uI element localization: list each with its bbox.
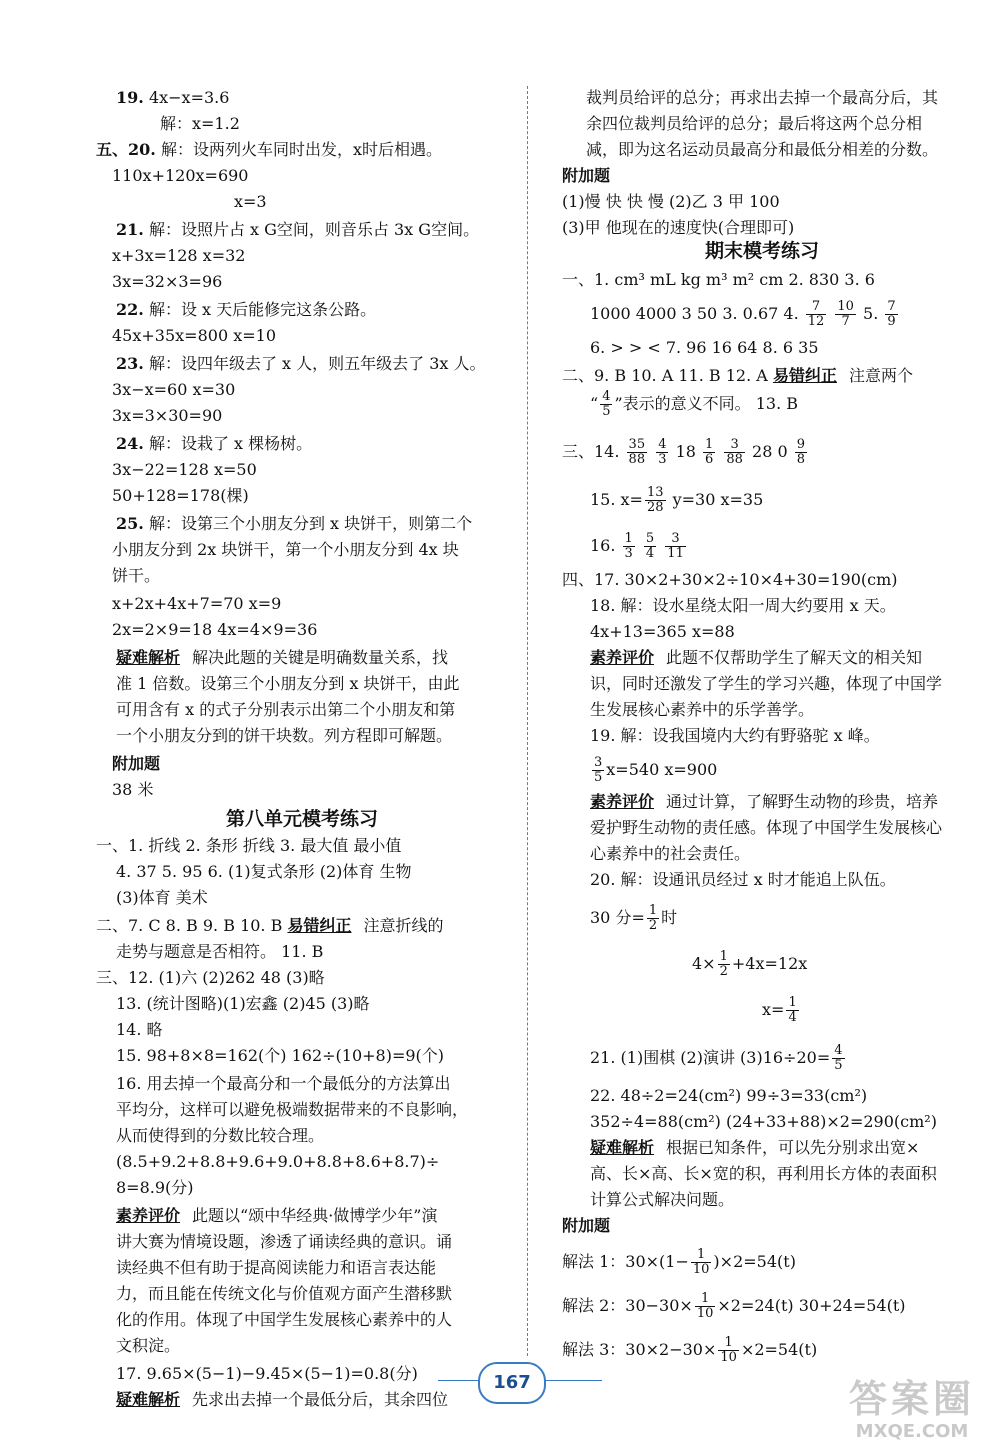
bonus-unit8-2: (3)甲 他现在的速度快(合理即可): [562, 218, 795, 237]
final-21: 21. (1)围棋 (2)演讲 (3)16÷20= $\frac{4}{5}$: [590, 1043, 843, 1073]
unit8-17: 17. 9.65×(5−1)−9.45×(5−1)=0.8(分): [116, 1364, 418, 1383]
answer-19: 19. 4x−x=3.6: [116, 88, 230, 107]
fraction: $\frac{1}{6}$: [705, 437, 714, 467]
quality-eval-18-line3: 生发展核心素养中的乐学善学。: [590, 700, 815, 719]
answer-19-solution: 解：x=1.2: [160, 114, 240, 133]
fraction: $\frac{5}{4}$: [645, 531, 655, 561]
bonus-final-method3: 解法 3：30×2−30× $\frac{1}{10}$ ×2=54(t): [562, 1335, 818, 1365]
unit8-part1-line2: 4. 37 5. 95 6. (1)复式条形 (2)体育 生物: [116, 862, 412, 881]
answer-23-equation: 3x−x=60 x=30: [112, 380, 236, 399]
answer-20-result: x=3: [234, 192, 267, 211]
unit8-15: 15. 98+8×8=162(个) 162÷(10+8)=9(个): [116, 1046, 445, 1065]
unit8-part2: 二、7. C 8. B 9. B 10. B 易错纠正 注意折线的: [96, 916, 444, 935]
quality-eval-16-line4: 力，而且能在传统文化与价值观方面产生潜移默: [116, 1284, 453, 1303]
final-19-equation: $\frac{3}{5}$ x=540 x=900: [594, 755, 718, 785]
final-18-equation: 4x+13=365 x=88: [590, 622, 735, 641]
bonus-unit8-1: (1)慢 快 快 慢 (2)乙 3 甲 100: [562, 192, 780, 211]
fraction: $\frac{3}{5}$: [594, 755, 603, 785]
quality-eval-19-line2: 爱护野生动物的责任感。体现了中国学生发展核心: [590, 818, 943, 837]
answer-24: 24. 解：设栽了 x 棵杨树。: [116, 434, 313, 453]
fraction: $\frac{1}{2}$: [719, 949, 728, 979]
answer-24-equation: 3x−22=128 x=50: [112, 460, 257, 479]
answer-23: 23. 解：设四年级去了 x 人，则五年级去了 3x 人。: [116, 354, 486, 373]
answer-25-line2: 小朋友分到 2x 块饼干，第一个小朋友分到 4x 块: [112, 540, 459, 559]
fraction: $\frac{4}{3}$: [658, 437, 667, 467]
bonus-label: 附加题: [112, 754, 161, 773]
section-heading-final: 期末模考练习: [704, 240, 819, 262]
fraction: $\frac{9}{8}$: [796, 437, 806, 467]
fraction: $\frac{3}{11}$: [667, 531, 684, 561]
unit8-part1-line3: (3)体育 美术: [116, 888, 208, 907]
unit8-16-line4: (8.5+9.2+8.8+9.6+9.0+8.8+8.6+8.7)÷: [116, 1152, 440, 1171]
fraction: $\frac{7}{9}$: [887, 299, 896, 329]
final-part2: 二、9. B 10. A 11. B 12. A 易错纠正 注意两个: [562, 366, 913, 385]
final-19: 19. 解：设我国境内大约有野骆驼 x 峰。: [590, 726, 880, 745]
answer-25-line3: 饼干。: [112, 566, 161, 585]
final-part1-line3: 6. > > < 7. 96 16 64 8. 6 35: [590, 338, 819, 357]
bonus-answer: 38 米: [112, 780, 154, 799]
fraction: $\frac{35}{88}$: [628, 437, 646, 467]
analysis-17-cont-line3: 减，即为这名运动员最高分和最低分相差的分数。: [586, 140, 939, 159]
fraction: $\frac{1}{10}$: [696, 1291, 714, 1321]
analysis-25-line4: 一个小朋友分到的饼干块数。列方程即可解题。: [116, 726, 453, 745]
answer-25-equation: x+2x+4x+7=70 x=9: [112, 594, 282, 613]
page-number: 167: [478, 1362, 546, 1404]
unit8-14: 14. 略: [116, 1020, 163, 1039]
final-part1-line2: 1000 4000 3 50 3. 0.67 4. $\frac{7}{12}$ $\frac{10}{7}$ 5. $\frac{7}{9}$: [590, 299, 896, 329]
answer-21-equation: x+3x=128 x=32: [112, 246, 246, 265]
final-15: 15. x= $\frac{13}{28}$ y=30 x=35: [590, 485, 764, 515]
final-22: 22. 48÷2=24(cm²) 99÷3=33(cm²): [590, 1086, 868, 1105]
footer-rule-left: [438, 1380, 478, 1381]
column-divider: [527, 86, 528, 1356]
bonus-label-final: 附加题: [562, 1216, 611, 1235]
answer-24-result: 50+128=178(棵): [112, 486, 249, 505]
watermark-logo-text: 答案圈: [848, 1377, 975, 1421]
watermark-logo: [832, 1368, 992, 1442]
unit8-part3: 三、12. (1)六 (2)262 48 (3)略: [96, 968, 325, 987]
quality-eval-18: 素养评价 此题不仅帮助学生了解天文的相关知: [590, 648, 923, 667]
unit8-16-line5: 8=8.9(分): [116, 1178, 194, 1197]
answer-23-result: 3x=3×30=90: [112, 406, 223, 425]
final-part2-line2: “ $\frac{4}{5}$ ”表示的意义不同。 13. B: [590, 389, 799, 419]
analysis-22: 疑难解析 根据已知条件，可以先分别求出宽×: [590, 1138, 920, 1157]
unit8-part2-line2: 走势与题意是否相符。 11. B: [116, 942, 324, 961]
analysis-25: 疑难解析 解决此题的关键是明确数量关系，找: [116, 648, 449, 667]
fraction: $\frac{7}{12}$: [807, 299, 825, 329]
unit8-16: 16. 用去掉一个最高分和一个最低分的方法算出: [116, 1074, 451, 1093]
answer-21: 21. 解：设照片占 x G空间，则音乐占 3x G空间。: [116, 220, 480, 239]
answer-22: 22. 解：设 x 天后能修完这条公路。: [116, 300, 377, 319]
quality-eval-19-line3: 心素养中的社会责任。: [590, 844, 751, 863]
fraction: $\frac{1}{10}$: [720, 1335, 737, 1365]
unit8-13: 13. (统计图略)(1)宏鑫 (2)45 (3)略: [116, 994, 370, 1013]
final-16: 16. $\frac{1}{3}$ $\frac{5}{4}$ $\frac{3}{11}$: [590, 531, 684, 561]
analysis-22-line3: 计算公式解决问题。: [590, 1190, 735, 1209]
bonus-label-unit8: 附加题: [562, 166, 611, 185]
section-heading-unit8: 第八单元模考练习: [225, 808, 378, 830]
quality-eval-16-line5: 化的作用。体现了中国学生发展核心素养中的人: [116, 1310, 453, 1329]
answer-25: 25. 解：设第三个小朋友分到 x 块饼干，则第二个: [116, 514, 473, 533]
final-22-line2: 352÷4=88(cm²) (24+33+88)×2=290(cm²): [590, 1112, 937, 1131]
answer-21-result: 3x=32×3=96: [112, 272, 223, 291]
unit8-part1: 一、1. 折线 2. 条形 折线 3. 最大值 最小值: [96, 836, 402, 855]
unit8-16-line2: 平均分，这样可以避免极端数据带来的不良影响，: [116, 1100, 469, 1119]
answer-20: 五、20. 解：设两列火车同时出发，x时后相遇。: [96, 140, 442, 159]
bonus-final-method2: 解法 2：30−30× $\frac{1}{10}$ ×2=24(t) 30+24=54(t): [562, 1291, 906, 1321]
final-part1: 一、1. cm³ mL kg m³ m² cm 2. 830 3. 6: [562, 270, 875, 289]
analysis-25-line2: 准 1 倍数。设第三个小朋友分到 x 块饼干，由此: [116, 674, 460, 693]
analysis-17-cont: 裁判员给评的总分；再求出去掉一个最高分后，其: [586, 88, 939, 107]
fraction: $\frac{13}{28}$: [646, 485, 664, 515]
final-20-result: x= $\frac{1}{4}$: [762, 995, 797, 1025]
analysis-22-line2: 高、长×高、长×宽的积，再利用长方体的表面积: [590, 1164, 937, 1183]
quality-eval-18-line2: 识，同时还激发了学生的学习兴趣，体现了中国学: [590, 674, 943, 693]
footer-rule-right: [542, 1380, 602, 1381]
quality-eval-16-line6: 文积淀。: [116, 1336, 181, 1355]
final-part3-14: 三、14. $\frac{35}{88}$ $\frac{4}{3}$ 18 $\frac{1}{6}$ $\frac{3}{88}$ 28 0 $\frac{9}{8}$: [562, 437, 806, 467]
fraction: $\frac{3}{88}$: [726, 437, 743, 467]
final-20-convert: 30 分= $\frac{1}{2}$ 时: [590, 903, 678, 933]
final-20-equation: 4× $\frac{1}{2}$ +4x=12x: [692, 949, 808, 979]
watermark-site-text: MXQE.COM: [855, 1421, 969, 1442]
fraction: $\frac{1}{4}$: [788, 995, 797, 1025]
final-18: 18. 解：设水星绕太阳一周大约要用 x 天。: [590, 596, 896, 615]
final-part4-17: 四、17. 30×2+30×2÷10×4+30=190(cm): [562, 570, 898, 589]
bonus-final-method1: 解法 1：30×(1− $\frac{1}{10}$ )×2=54(t): [562, 1247, 796, 1277]
quality-eval-16-line2: 讲大赛为情境设题，渗透了诵读经典的意识。诵: [116, 1232, 453, 1251]
answer-20-equation: 110x+120x=690: [112, 166, 249, 185]
fraction: $\frac{4}{5}$: [834, 1043, 843, 1073]
fraction: $\frac{10}{7}$: [837, 299, 854, 329]
unit8-16-line3: 从而使得到的分数比较合理。: [116, 1126, 325, 1145]
fraction: $\frac{4}{5}$: [602, 389, 611, 419]
fraction: $\frac{1}{10}$: [692, 1247, 710, 1277]
answer-22-equation: 45x+35x=800 x=10: [112, 326, 276, 345]
quality-eval-16: 素养评价 此题以“颂中华经典·做博学少年”演: [116, 1206, 438, 1225]
final-20: 20. 解：设通讯员经过 x 时才能追上队伍。: [590, 870, 896, 889]
analysis-25-line3: 可用含有 x 的式子分别表示出第二个小朋友和第: [116, 700, 456, 719]
analysis-17-cont-line2: 余四位裁判员给评的总分；最后将这两个总分相: [586, 114, 923, 133]
answer-25-result: 2x=2×9=18 4x=4×9=36: [112, 620, 318, 639]
quality-eval-19: 素养评价 通过计算，了解野生动物的珍贵，培养: [590, 792, 939, 811]
fraction: $\frac{1}{3}$: [624, 531, 633, 561]
quality-eval-16-line3: 读经典不但有助于提高阅读能力和语言表达能: [116, 1258, 437, 1277]
fraction: $\frac{1}{2}$: [648, 903, 658, 933]
analysis-17: 疑难解析 先求出去掉一个最低分后，其余四位: [116, 1390, 449, 1409]
